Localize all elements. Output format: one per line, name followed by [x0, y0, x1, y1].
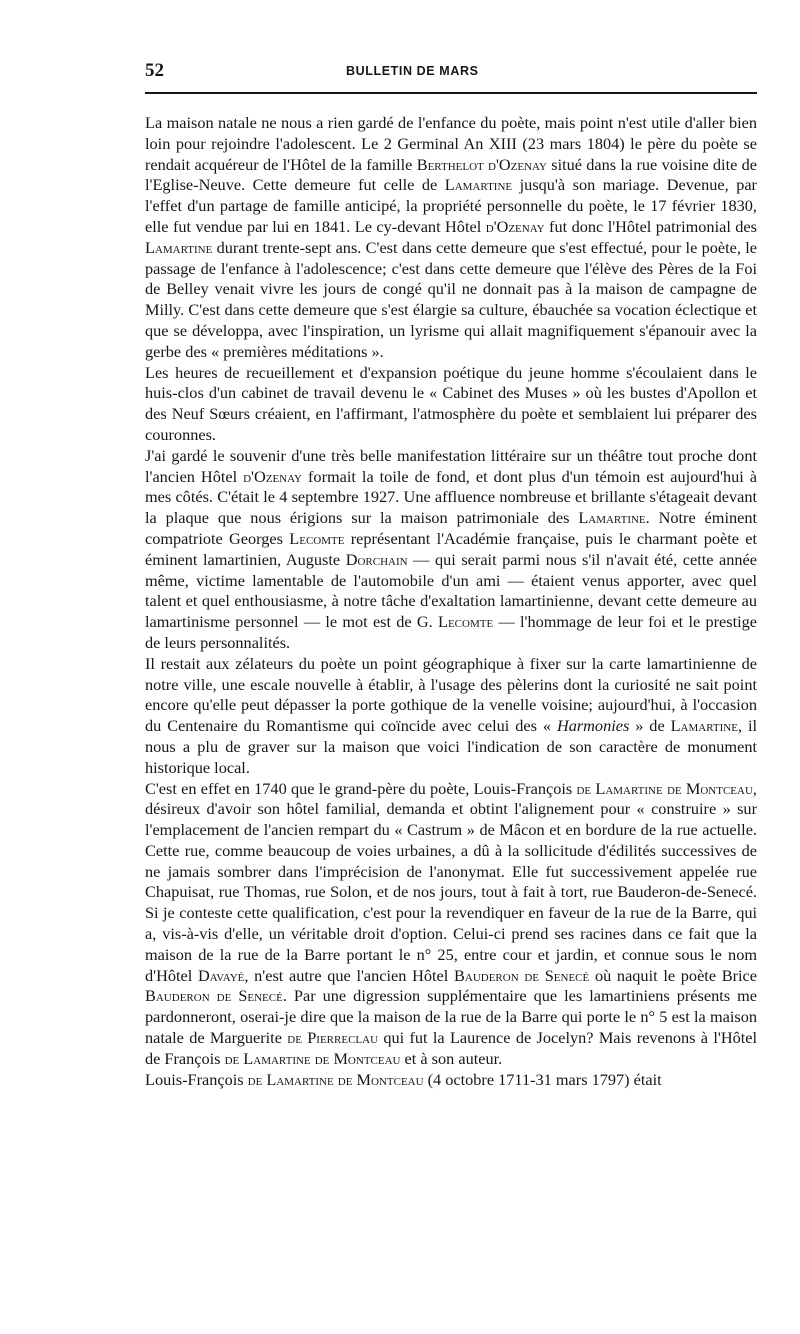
- name-smallcaps: d'Ozenay: [243, 466, 303, 486]
- body-text: [145, 113, 757, 1090]
- running-title: BULLETIN DE MARS: [346, 64, 479, 78]
- name-smallcaps: Lamartine: [145, 237, 213, 257]
- name-smallcaps: Bauderon de Senecé: [454, 965, 590, 985]
- name-smallcaps: Lecomte: [438, 612, 494, 632]
- page-number: 52: [145, 60, 164, 81]
- paragraph-2: Les heures de recueillement et d'expansion poétique du jeune homme s'écoulaient dans le huis-clos d'un cabinet de travail devenu le « Cabinet des Muses » où les bustes d'Apollon et des Neuf Sœurs créaient, en l'affirmant, l'atmosphère du poète et semblaient lui préparer des couronnes.: [145, 362, 757, 444]
- name-smallcaps: Dorchain: [345, 549, 408, 569]
- name-smallcaps: de Lamartine de Montceau: [247, 1069, 424, 1089]
- name-smallcaps: de Lamartine de Montceau: [224, 1048, 401, 1068]
- name-smallcaps: Bauderon de Senecé: [145, 986, 283, 1006]
- header-rule: [145, 92, 757, 94]
- name-smallcaps: de Pierreclau: [287, 1028, 379, 1048]
- paragraph-6: Louis-François de Lamartine de Montceau (4 octobre 1711-31 mars 1797) était: [145, 1069, 662, 1089]
- name-smallcaps: Davayé: [197, 965, 245, 985]
- paragraph-3: J'ai gardé le souvenir d'une très belle manifestation littéraire sur un théâtre tout proche dont l'ancien Hôtel d'Ozenay formait la toile de fond, et dont plus d'un témoin est aujourd'hui à mes côtés. C'était le 4 septembre 1927. Une affluence nombreuse et brillante s'étageait devant la plaque que nous érigions sur la maison patrimoniale des Lamartine. Notre éminent compatriote Georges Lecomte représentant l'Académie française, puis le charmant poète et éminent lamartinien, Auguste Dorchain — qui serait parmi nous s'il n'avait été, cette année même, victime lamentable de l'automobile d'un ami — étaient venus apporter, avec quel talent et quel enthousiasme, à notre tâche d'exaltation lamartinienne, devant cette demeure au lamartinisme personnel — le mot est de G. Lecomte — l'hommage de leur foi et le prestige de leurs personnalités.: [145, 445, 758, 652]
- name-smallcaps: Berthelot d'Ozenay: [416, 154, 547, 174]
- paragraph-4: Il restait aux zélateurs du poète un point géographique à fixer sur la carte lamartinienne de notre ville, une escale nouvelle à établir, à l'usage des pèlerins dont la curiosité ne sait point encore qu'elle peut dépasser la porte gothique de la venelle voisine; aujourd'hui, à l'occasion du Centenaire du Romantisme qui coïncide avec celui des « Harmonies » de Lamartine, il nous a plu de graver sur la maison que voici l'indication de son caractère de monument historique local.: [145, 653, 757, 777]
- name-smallcaps: de Lamartine de Montceau: [576, 778, 753, 798]
- name-smallcaps: Lecomte: [289, 528, 345, 548]
- name-smallcaps: Lamartine: [670, 716, 738, 736]
- name-smallcaps: d'Ozenay: [485, 216, 545, 236]
- name-smallcaps: Lamartine: [578, 508, 646, 528]
- italic-title: Harmonies: [556, 716, 630, 736]
- paragraph-1: La maison natale ne nous a rien gardé de l'enfance du poète, mais point n'est utile d'aller bien loin pour rejoindre l'adolescent. Le 2 Germinal An XIII (23 mars 1804) le père du poète se rendait acquéreur de l'Hôtel de la famille Berthelot d'Ozenay situé dans la rue voisine dite de l'Eglise-Neuve. Cette demeure fut celle de Lamartine jusqu'à son mariage. Devenue, par l'effet d'un partage de famille anticipé, la propriété personnelle du poète, le 17 février 1830, elle fut vendue par lui en 1841. Le cy-devant Hôtel d'Ozenay fut donc l'Hôtel patrimonial des Lamartine durant trente-sept ans. C'est dans cette demeure que s'est effectué, pour le poète, le passage de l'enfance à l'adolescence; c'est dans cette demeure que l'élève des Pères de la Foi de Belley venait vivre les jours de congé qu'il ne donnait pas à la maison de campagne de Milly. C'est dans cette demeure que s'est élargie sa culture, ébauchée sa vocation éclectique et que se développa, avec l'inspiration, un lyrisme qui allait magnifiquement s'épanouir avec la gerbe des « premières méditations ».: [145, 113, 757, 361]
- name-smallcaps: Lamartine: [444, 175, 513, 195]
- paragraph-5: C'est en effet en 1740 que le grand-père du poète, Louis-François de Lamartine de Montceau, désireux d'avoir son hôtel familial, demanda et obtint l'alignement pour « construire » sur l'emplacement de l'ancien rempart du « Castrum » de Mâcon et en bordure de la rue actuelle. Cette rue, comme beaucoup de voies urbaines, a dû à la sollicitude d'édilités successives de ne jamais sombrer dans l'imprécision de l'anonymat. Elle fut successivement appelée rue Chapuisat, rue Thomas, rue Solon, et de nos jours, tout à fait à tort, rue Bauderon-de-Senecé. Si je conteste cette qualification, c'est pour la revendiquer en faveur de la rue de la Barre, qui a, vis-à-vis d'elle, un véritable droit d'option. Celui-ci prend ses racines dans ce fait que la maison de la rue de la Barre portant le n° 25, entre cour et jardin, et connue sous le nom d'Hôtel Davayé, n'est autre que l'ancien Hôtel Bauderon de Senecé où naquit le poète Brice Bauderon de Senecé. Par une digression supplémentaire que les lamartiniens présents me pardonneront, oserai-je dire que la maison de la rue de la Barre qui porte le n° 5 est la maison natale de Marguerite de Pierreclau qui fut la Laurence de Jocelyn? Mais revenons à l'Hôtel de François de Lamartine de Montceau et à son auteur.: [145, 778, 758, 1068]
